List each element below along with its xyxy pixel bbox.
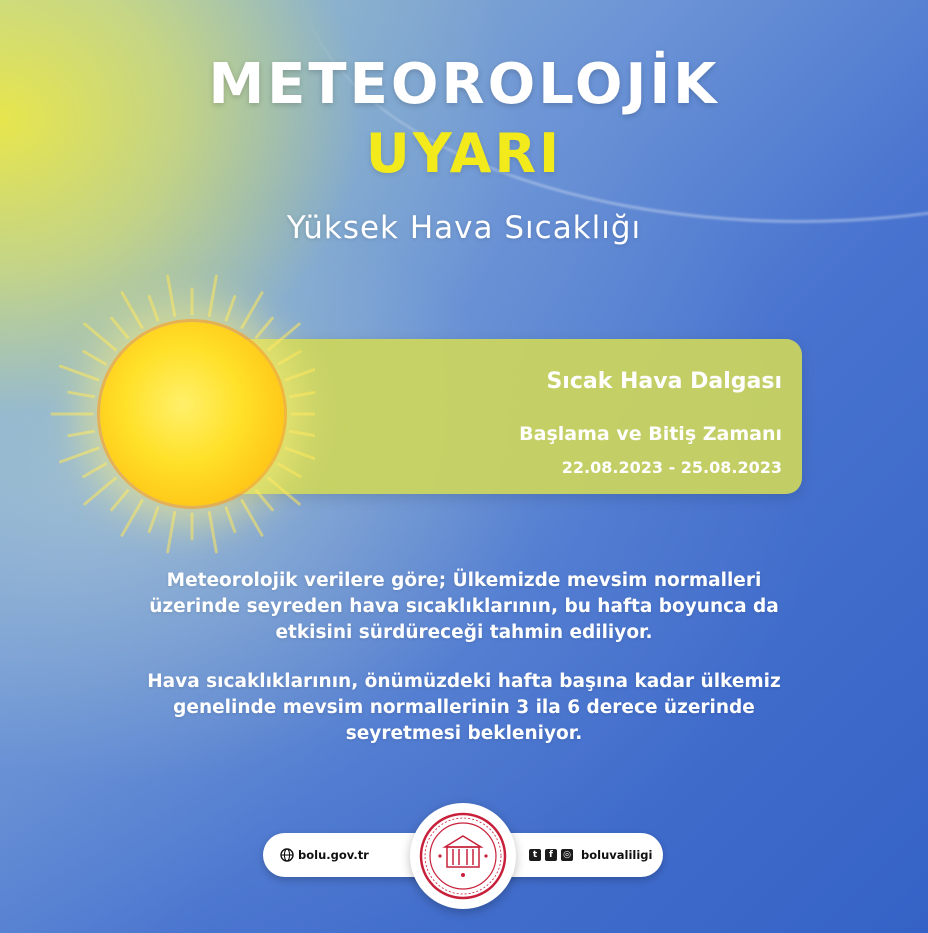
sun-ray [168, 276, 175, 315]
sun-ray [122, 293, 142, 328]
sun-ray [209, 512, 216, 551]
globe-icon [280, 848, 294, 862]
website-text: bolu.gov.tr [298, 848, 369, 862]
sun-ray [112, 491, 128, 510]
sun-ray [286, 448, 315, 462]
title-uyari: UYARI [365, 122, 563, 185]
sun-ray [279, 352, 301, 365]
sun-ray [226, 297, 235, 320]
twitter-icon[interactable]: t [529, 849, 541, 861]
card-dates: 22.08.2023 - 25.08.2023 [561, 458, 782, 477]
sun-ray [112, 318, 128, 337]
card-period-label: Başlama ve Bitiş Zamanı [519, 423, 782, 445]
title-meteorolojik: METEOROLOJİK [208, 52, 720, 117]
body-paragraph-2: Hava sıcaklıklarının, önümüzdeki hafta başına kadar ülkemiz genelinde mevsim normallerinin 3 ila 6 derece üzerinde seyretmesi bekleniyor. [147, 671, 781, 744]
sun-ray [242, 293, 262, 328]
card-title: Sıcak Hava Dalgası [546, 369, 782, 394]
sun-ray [269, 324, 300, 350]
social-handle: boluvaliligi [581, 848, 653, 862]
sun-ray [149, 297, 158, 320]
sun-icon [100, 322, 284, 506]
sun-ray [290, 392, 315, 396]
sun-ray [84, 464, 106, 477]
sun-ray [85, 478, 116, 504]
social-links [529, 833, 652, 877]
seal-emblem-icon [410, 803, 516, 909]
website-link[interactable] [280, 833, 369, 877]
sun-ray [168, 512, 175, 551]
facebook-icon[interactable]: f [545, 849, 557, 861]
sun-ray [122, 501, 142, 536]
sun-ray [286, 366, 315, 380]
sun-ray [256, 318, 272, 337]
instagram-icon[interactable]: ◎ [561, 849, 573, 861]
subtitle: Yüksek Hava Sıcaklığı [286, 210, 642, 246]
body-paragraph-1: Meteorolojik verilere göre; Ülkemizde mevsim normalleri üzerinde seyreden hava sıcaklıklarının, bu hafta boyunca da etkisini sürdüreceği tahmin ediliyor. [149, 570, 779, 643]
sun-ray [149, 508, 158, 531]
sun-ray [69, 431, 94, 435]
sun-ray [69, 392, 94, 396]
sun-ray [242, 501, 262, 536]
sun-ray [279, 464, 301, 477]
sun-ray [226, 508, 235, 531]
sun-ray [60, 366, 98, 380]
sun-ray [269, 478, 300, 504]
sun-ray [290, 431, 315, 435]
sun-ray [209, 276, 216, 315]
sun-ray [84, 352, 106, 365]
sun-ray [256, 491, 272, 510]
sun-ray [60, 448, 98, 462]
bolu-valiligi-seal [410, 803, 516, 909]
sun-ray [85, 324, 116, 350]
